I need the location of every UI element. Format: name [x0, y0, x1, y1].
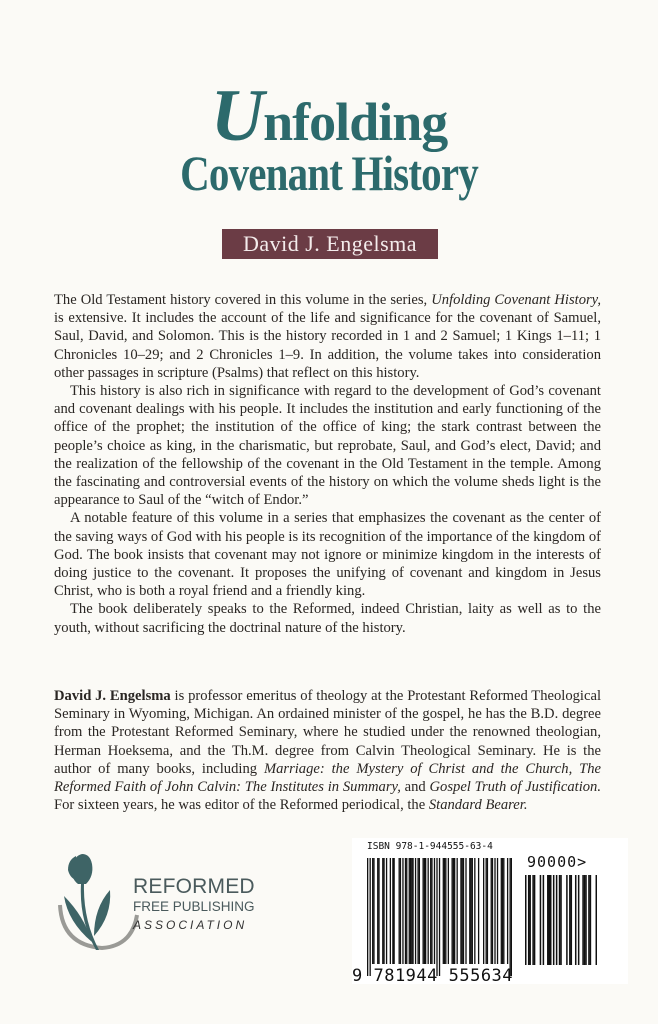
barcode-bar — [392, 858, 393, 964]
bio-text: and — [400, 779, 430, 796]
barcode-bar — [529, 875, 531, 965]
cover-title-line2: Covenant History — [180, 145, 478, 201]
barcode-bar — [409, 858, 410, 964]
description-paragraph: This history is also rich in significance with regard to the development of God’s covenant and covenant dealings with his people. It includes the institution and early functioning of the office of the prophet; the institution of the office of king; the stark contrast between the people’s choice as king, in the charismatic, but reprobate, Saul, and God’s elect, David; and the realization of the fellowship of the covenant in the Old Testament in the temple. Among the fascinating and controversial events of the history on which the volume sheds light is the appearance to Saul of the “witch of Endor.” — [54, 383, 601, 509]
barcode-bar — [405, 858, 406, 964]
barcode-bar — [502, 858, 503, 964]
barcode-bar — [585, 875, 587, 965]
barcode-bar — [439, 858, 440, 976]
barcode-bar — [483, 858, 484, 964]
isbn-label: ISBN 978-1-944555-63-4 — [367, 841, 493, 852]
barcode-bar — [411, 858, 412, 964]
barcode-bar — [469, 858, 470, 964]
barcode-bar — [373, 858, 374, 964]
barcode-bar — [460, 858, 461, 964]
para-text: The Old Testament history covered in this volume in the series, — [54, 292, 432, 308]
series-title: Unfolding Covenant History, — [431, 292, 602, 308]
barcode-bar — [571, 875, 573, 965]
barcode-bar — [431, 858, 432, 964]
barcode-bar — [525, 875, 527, 965]
barcode-bar — [402, 858, 403, 964]
barcode-bar — [453, 858, 454, 964]
barcode-bar — [436, 858, 437, 976]
barcode-bar — [448, 858, 449, 964]
barcode-bar — [559, 875, 561, 965]
barcode-bar — [383, 858, 384, 964]
description-paragraph: The book deliberately speaks to the Reformed, indeed Christian, laity as well as to the youth, without sacrificing the doctrinal nature of the history. — [54, 601, 601, 636]
barcode-bar — [492, 858, 493, 964]
barcode-bar — [549, 875, 551, 965]
barcode-bar — [575, 875, 577, 965]
barcode-bar — [393, 858, 394, 964]
para-text: is extensive. It includes the account of the life and significance for the covenant of Samuel, Saul, David, and Solomon. This is the history recorded in 1 and 2 Samuel; 1 Kings 1–11; 1 Chronicles 10–29; and 2 Chronicles 1–9. In addition, the volume takes into consideration other passages in scripture (Psalms) that reflect on this history. — [54, 310, 601, 381]
barcode-bar — [543, 875, 545, 965]
barcode-bar — [532, 875, 534, 965]
barcode-bar — [400, 858, 401, 964]
book-titles: Marriage: the Mystery of Christ and the Church, The Reformed Faith of John Calvin: The Institutes in Summary, — [54, 760, 601, 796]
bio-paragraph — [54, 687, 601, 814]
barcode-addon-bars — [525, 875, 597, 965]
barcode-bar — [463, 858, 464, 964]
barcode-bar — [511, 858, 512, 976]
barcode-bar — [372, 858, 373, 964]
author-banner: David J. Engelsma — [222, 229, 438, 259]
title-initial: U — [210, 75, 264, 157]
book-title: Gospel Truth of Justification. — [429, 779, 602, 796]
barcode-bar — [419, 858, 420, 964]
barcode-bar — [474, 858, 475, 964]
barcode-bar — [377, 858, 378, 964]
barcode-bar — [534, 875, 536, 965]
description-paragraph — [54, 291, 601, 382]
barcode-bar — [406, 858, 407, 964]
barcode-bar — [560, 875, 562, 965]
bio-text: is professor emeritus of theology at the Protestant Reformed Theological Seminary in Wyoming, Michigan. An ordained minister of the gospel, he has the B.D. degree from the Protestant Reformed Seminary, where he studied under the renowned theologian, Herman Hoeksema, and the Th.M. degree from Calvin Theological Seminary. He is the author of many books, including — [54, 688, 601, 777]
barcode-bar — [540, 875, 542, 965]
barcode-bar — [417, 858, 418, 964]
barcode-bar — [491, 858, 492, 964]
barcode-bar — [494, 858, 495, 964]
barcode-bar — [451, 858, 452, 964]
barcode-bar — [566, 875, 568, 965]
barcode-bar — [486, 858, 487, 964]
barcode-bar — [444, 858, 445, 964]
barcode-bar — [596, 875, 597, 965]
barcode-bar — [445, 858, 446, 964]
barcode-bar — [509, 858, 510, 976]
price-addon-label: 90000> — [527, 853, 588, 871]
barcode-bar — [410, 858, 411, 964]
barcode-bar — [457, 858, 458, 964]
barcode-bar — [501, 858, 502, 964]
barcode-bar — [412, 858, 413, 964]
bio-text: For sixteen years, he was editor of the Reformed periodical, the — [54, 797, 429, 814]
barcode-bar — [582, 875, 584, 965]
publisher-line1: REFORMED — [133, 875, 255, 898]
publisher-line3: ASSOCIATION — [133, 918, 248, 932]
barcode-bar — [578, 875, 580, 965]
barcode-bar — [367, 858, 368, 976]
publisher-line2: FREE PUBLISHING — [133, 899, 255, 914]
barcode-bar — [470, 858, 471, 964]
isbn-barcode — [352, 838, 628, 984]
barcode-bar — [465, 858, 466, 964]
barcode-bar — [430, 858, 431, 964]
periodical-title: Standard Bearer. — [428, 797, 528, 814]
barcode-bar — [590, 875, 592, 965]
barcode-bar — [425, 858, 426, 964]
barcode-bar — [507, 858, 508, 964]
barcode-bar — [472, 858, 473, 964]
barcode-bar — [454, 858, 455, 964]
barcode-bar — [487, 858, 488, 964]
barcode-bar — [386, 858, 387, 964]
barcode-bar — [584, 875, 586, 965]
barcode-bar — [399, 858, 400, 964]
barcode-bar — [382, 858, 383, 964]
barcode-bar — [528, 875, 530, 965]
barcode-bar — [415, 858, 416, 964]
barcode-bar — [569, 875, 571, 965]
barcode-main-bars — [367, 858, 512, 976]
barcode-bar — [478, 858, 479, 964]
barcode-bar — [503, 858, 504, 964]
barcode-bar — [443, 858, 444, 964]
barcode-bar — [556, 875, 558, 965]
barcode-bar — [422, 858, 423, 964]
barcode-bar — [370, 858, 371, 976]
barcode-bar — [424, 858, 425, 964]
barcode-bar — [497, 858, 498, 964]
barcode-bar — [428, 858, 429, 964]
description-paragraph: A notable feature of this volume in a series that emphasizes the covenant as the center of the saving ways of God with his people is its recognition of the importance of the kingdom of God. The book insists that covenant may not ignore or minimize kingdom in the interests of doing justice to the covenant. It proposes the unifying of covenant and kingdom in Jesus Christ, who is both a royal friend and a friendly king. — [54, 510, 601, 600]
barcode-bar — [390, 858, 391, 964]
publisher-name — [133, 876, 255, 934]
barcode-bar — [553, 875, 555, 965]
barcode-bar — [588, 875, 590, 965]
author-bio — [54, 687, 601, 814]
barcode-bar — [378, 858, 379, 964]
barcode-bar — [547, 875, 549, 965]
isbn-digits: 9 781944 555634 — [352, 966, 514, 986]
bio-author-name: David J. Engelsma — [54, 688, 171, 704]
book-description — [54, 291, 601, 637]
barcode-bar — [550, 875, 552, 965]
barcode-bar — [434, 858, 435, 964]
title-rest: nfolding — [263, 92, 448, 152]
cover-title-line1 — [0, 75, 658, 157]
tulip-icon — [52, 850, 142, 950]
barcode-bar — [462, 858, 463, 964]
